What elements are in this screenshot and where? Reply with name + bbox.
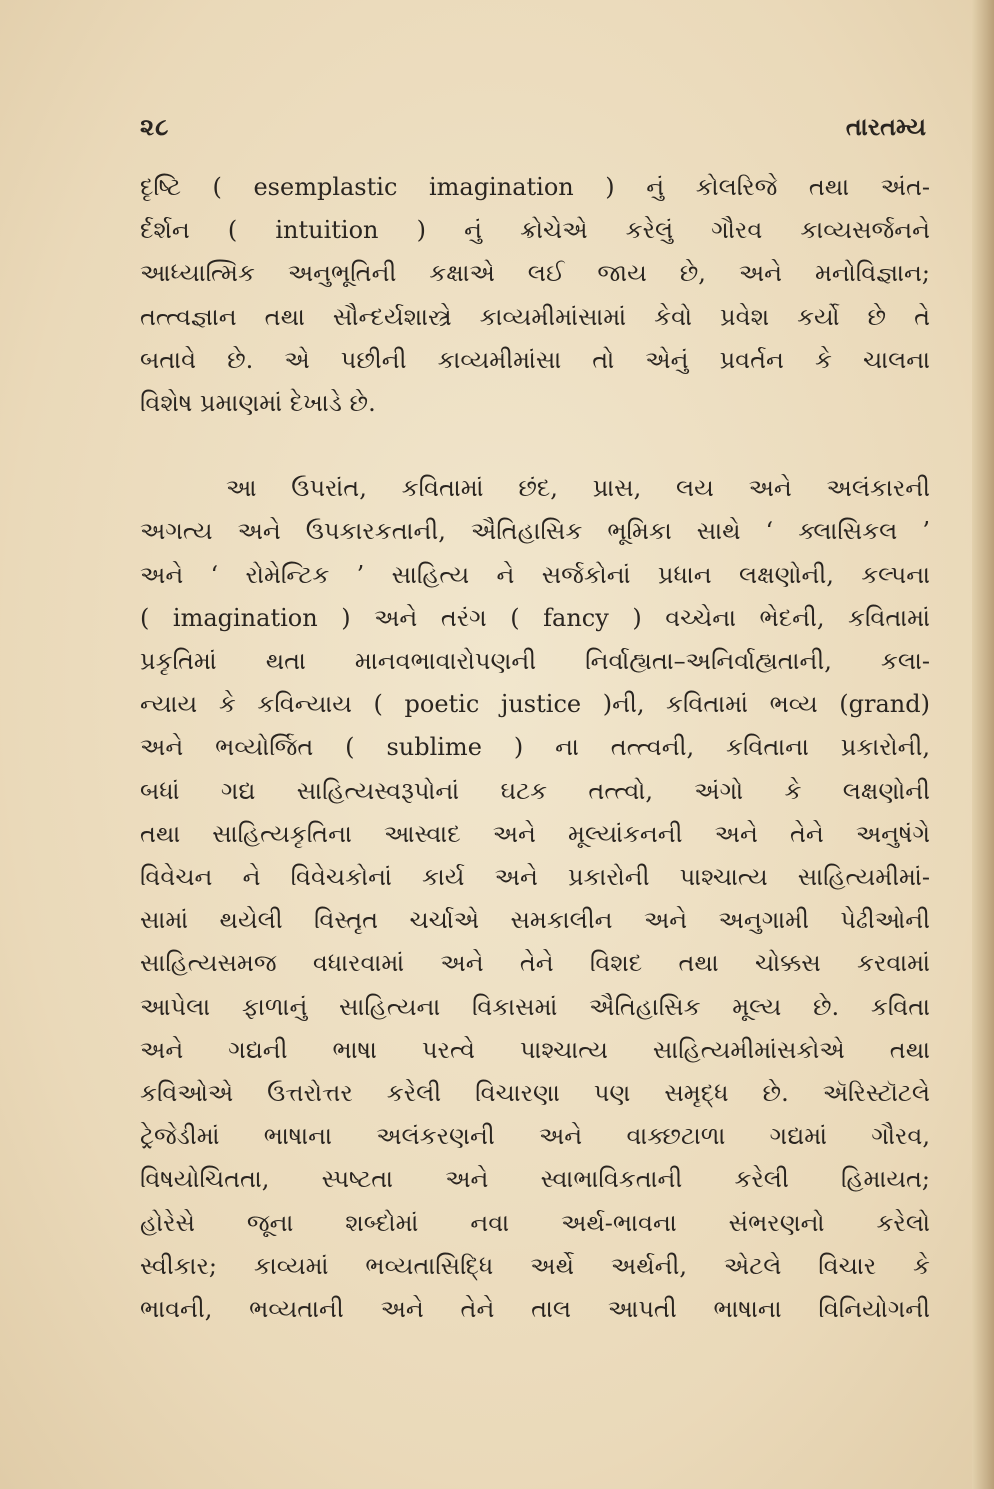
text-line: બધાં ગદ્ય સાહિત્યસ્વરૂપોનાં ઘટક તત્ત્વો, અંગો કે લક્ષણોની: [140, 776, 930, 805]
text-line: કવિઓએ ઉત્તરોત્તર કરેલી વિચારણા પણ સમૃદ્ધ છે. ઍરિસ્ટૉટલે: [140, 1079, 930, 1108]
body-text: [140, 166, 930, 1331]
page-header: [140, 112, 926, 152]
text-line: અગત્ય અને ઉપકારકતાની, ઐતિહાસિક ભૂમિકા સાથે ‘ ક્લાસિકલ ’: [140, 517, 930, 546]
text-line: અને ભવ્યોર્જિત ( sublime ) ના તત્ત્વની, કવિતાના પ્રકારોની,: [140, 733, 930, 762]
text-line: બતાવે છે. એ પછીની કાવ્યમીમાંસા તો એનું પ્રવર્તન કે ચાલના: [140, 345, 930, 374]
page-number: ૨૮: [140, 112, 170, 141]
text-line: સ્વીકાર; કાવ્યમાં ભવ્યતાસિદ્ધિ અર્થે અર્થની, એટલે વિચાર કે: [140, 1251, 930, 1280]
text-line: તથા સાહિત્યકૃતિના આસ્વાદ અને મૂલ્યાંકનની અને તેને અનુષંગે: [140, 819, 930, 848]
text-line: વિવેચન ને વિવેચકોનાં કાર્ય અને પ્રકારોની પાશ્ચાત્ય સાહિત્યમીમાં-: [140, 863, 930, 892]
running-title: તારતમ્ય: [845, 112, 926, 141]
text-line: દૃષ્ટિ ( esemplastic imagination ) નું કોલરિજે તથા અંત-: [140, 173, 930, 201]
text-line: આ ઉપરાંત, કવિતામાં છંદ, પ્રાસ, લય અને અલંકારની: [226, 474, 930, 503]
text-line: વિષયોચિતતા, સ્પષ્ટતા અને સ્વાભાવિકતાની કરેલી હિમાયત;: [140, 1165, 930, 1194]
text-line: સાહિત્યસમજ વધારવામાં અને તેને વિશદ તથા ચોક્કસ કરવામાં: [140, 949, 930, 978]
text-line: અને ગદ્યની ભાષા પરત્વે પાશ્ચાત્ય સાહિત્યમીમાંસકોએ તથા: [140, 1035, 930, 1064]
text-line: સામાં થયેલી વિસ્તૃત ચર્ચાએ સમકાલીન અને અનુગામી પેઢીઓની: [140, 906, 930, 935]
text-line: ર્દર્શન ( intuition ) નું ક્રોચેએ કરેલું ગૌરવ કાવ્યસર્જનને: [140, 216, 930, 245]
text-line: આધ્યાત્મિક અનુભૂતિની કક્ષાએ લઈ જાય છે, અને મનોવિજ્ઞાન;: [140, 259, 930, 288]
text-line: ભાવની, ભવ્યતાની અને તેને તાલ આપતી ભાષાના વિનિયોગની: [140, 1295, 930, 1324]
text-line: વિશેષ પ્રમાણમાં દેખાડે છે.: [140, 389, 376, 418]
text-line: આપેલા ફાળાનું સાહિત્યના વિકાસમાં ઐતિહાસિક મૂલ્ય છે. કવિતા: [140, 992, 930, 1021]
text-line: અને ‘ રોમેન્ટિક ’ સાહિત્ય ને સર્જકોનાં પ્રધાન લક્ષણોની, કલ્પના: [140, 560, 930, 589]
text-line: પ્રકૃતિમાં થતા માનવભાવારોપણની નિર્વાહ્યતા–અનિર્વાહ્યતાની, કલા-: [140, 647, 930, 676]
text-line: તત્ત્વજ્ઞાન તથા સૌન્દર્યશાસ્ત્રે કાવ્યમીમાંસામાં કેવો પ્રવેશ કર્યો છે તે: [140, 302, 930, 331]
paragraph: [140, 467, 930, 1331]
text-line: ( imagination ) અને તરંગ ( fancy ) વચ્ચેના ભેદની, કવિતામાં: [140, 603, 930, 632]
text-line: ન્યાય કે કવિન્યાય ( poetic justice )ની, કવિતામાં ભવ્ય (grand): [140, 690, 930, 719]
text-line: ટ્રેજેડીમાં ભાષાના અલંકરણની અને વાક્છટાળા ગદ્યમાં ગૌરવ,: [140, 1122, 930, 1151]
paragraph: [140, 166, 930, 425]
text-line: હોરેસે જૂના શબ્દોમાં નવા અર્થ-ભાવના સંભરણનો કરેલો: [140, 1208, 930, 1237]
page-edge: [972, 0, 994, 1489]
